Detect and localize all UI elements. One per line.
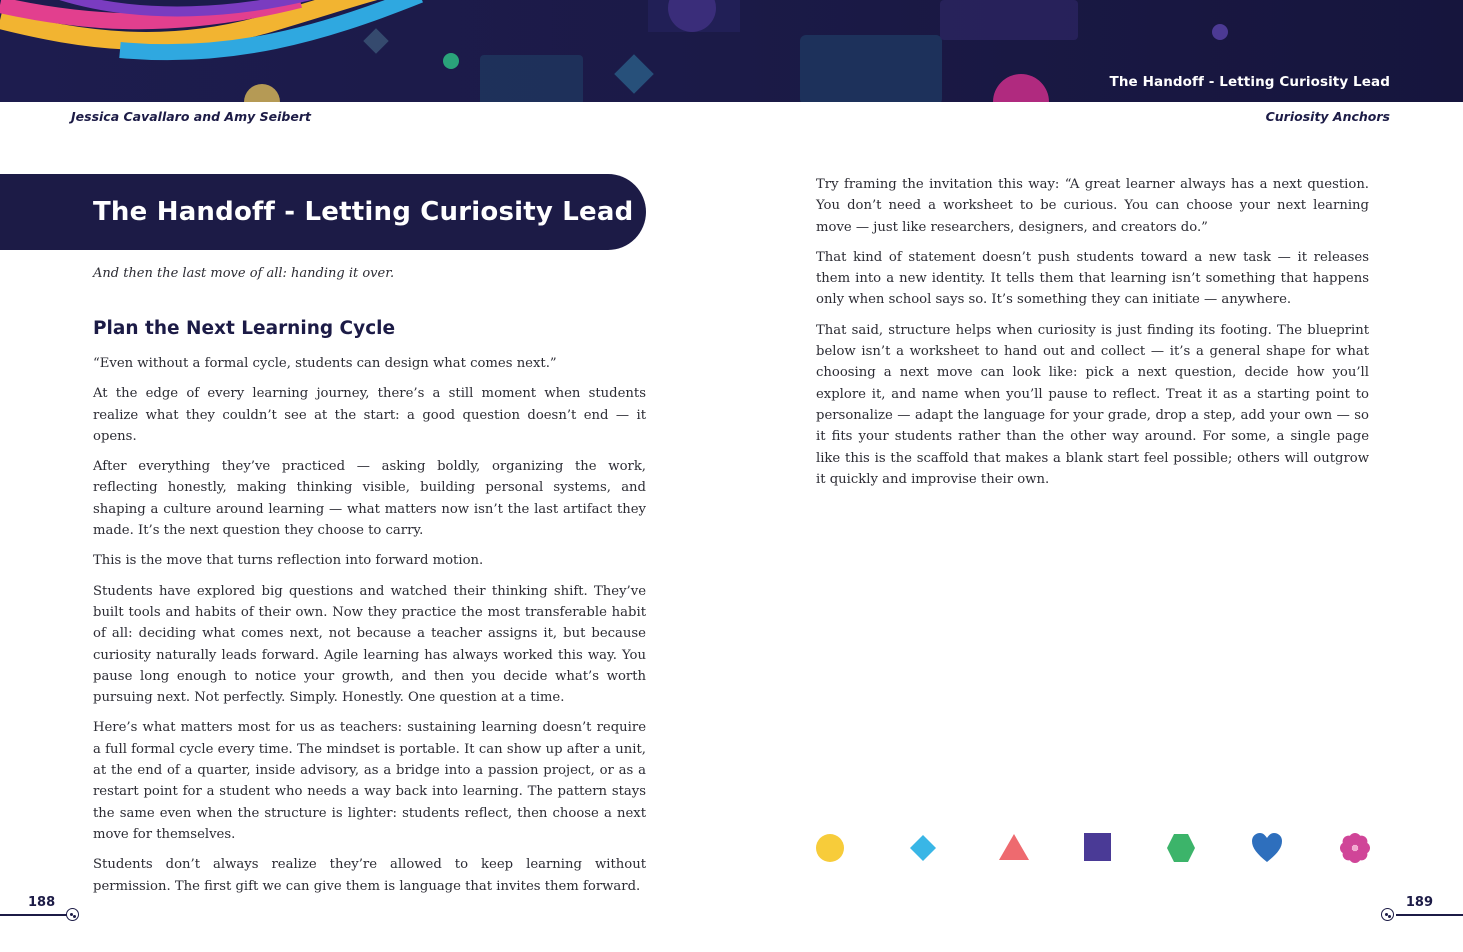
paragraph: That said, structure helps when curiosity is just finding its footing. The blueprint below isn’t a worksheet to hand out and collect — it’s a general shape for what choosing a next move can look like: pick a next question, decide how you’ll explore it, and name when you’ll pause to reflect. Treat it as a starting point to personalize — adapt the language for your grade, drop a step, add your own — so it fits your students rather than the other way around. For some, a single page like this is the scaffold that makes a blank start feel possible; others will outgrow it quickly and improvise their own. bbox=[816, 322, 1369, 487]
footer-badge-icon bbox=[66, 908, 79, 921]
footer-rule-left bbox=[0, 914, 67, 916]
paragraph: At the edge of every learning journey, there’s a still moment when students realize what they couldn’t see at the start: a good question doesn’t end — it opens. bbox=[93, 386, 646, 444]
hexagon-icon bbox=[1165, 830, 1197, 864]
circle-icon bbox=[814, 830, 846, 862]
lead-sentence: And then the last move of all: handing it over. bbox=[93, 266, 395, 281]
left-page-body bbox=[93, 353, 646, 906]
paragraph: That kind of statement doesn’t push students toward a new task — it releases them into a new identity. It tells them that learning isn’t something that happens only when school says so. It’s something they can initiate — anywhere. bbox=[816, 249, 1369, 308]
diamond-icon bbox=[907, 830, 939, 862]
chapter-title: The Handoff - Letting Curiosity Lead bbox=[93, 197, 634, 227]
paragraph: Try framing the invitation this way: “A great learner always has a next question. You don’t need a worksheet to be curious. You can choose your next learning move — just like researchers, designers, and creators do.” bbox=[816, 177, 1369, 235]
banner-chapter-title: The Handoff - Letting Curiosity Lead bbox=[1109, 74, 1390, 90]
page-number-right: 189 bbox=[1405, 895, 1433, 910]
page-number-left: 188 bbox=[28, 895, 56, 910]
paragraph: Here’s what matters most for us as teachers: sustaining learning doesn’t require a full formal cycle every time. The mindset is portable. It can show up after a unit, at the end of a quarter, inside advisory, as a bridge into a passion project, or as a restart point for a student who needs a way back into learning. The pattern stays the same even when the structure is lighter: students reflect, then choose a next move for themselves. bbox=[93, 720, 646, 842]
paragraph: Students have explored big questions and watched their thinking shift. They’ve built tools and habits of their own. Now they practice the most transferable habit of all: deciding what comes next, not because a teacher assigns it, but because curiosity naturally leads forward. Agile learning has always worked this way. You pause long enough to notice your growth, and then you decide what’s worth pursuing next. Not perfectly. Simply. Honestly. One question at a time. bbox=[93, 583, 646, 706]
right-page-body bbox=[816, 174, 1369, 499]
paragraph: This is the move that turns reflection into forward motion. bbox=[93, 553, 484, 569]
flower-icon bbox=[1339, 830, 1371, 864]
paragraph: After everything they’ve practiced — asking boldly, organizing the work, reflecting honestly, making thinking visible, building personal systems, and shaping a culture around learning — what matters now isn’t the last artifact they made. It’s the next question they choose to carry. bbox=[93, 459, 646, 539]
header-banner bbox=[0, 0, 1463, 102]
triangle-icon bbox=[998, 830, 1030, 862]
running-head-authors: Jessica Cavallaro and Amy Seibert bbox=[71, 109, 311, 124]
curiosity-anchor-shapes bbox=[812, 830, 1372, 866]
heart-icon bbox=[1251, 830, 1283, 864]
paragraph: Students don’t always realize they’re allowed to keep learning without permission. The first gift we can give them is language that invites them forward. bbox=[93, 857, 646, 894]
footer-rule-right bbox=[1396, 914, 1463, 916]
square-icon bbox=[1082, 830, 1114, 864]
section-heading: Plan the Next Learning Cycle bbox=[93, 318, 396, 339]
running-head-section: Curiosity Anchors bbox=[1265, 109, 1390, 124]
footer-badge-icon bbox=[1381, 908, 1394, 921]
paragraph: “Even without a formal cycle, students can design what comes next.” bbox=[93, 356, 557, 371]
